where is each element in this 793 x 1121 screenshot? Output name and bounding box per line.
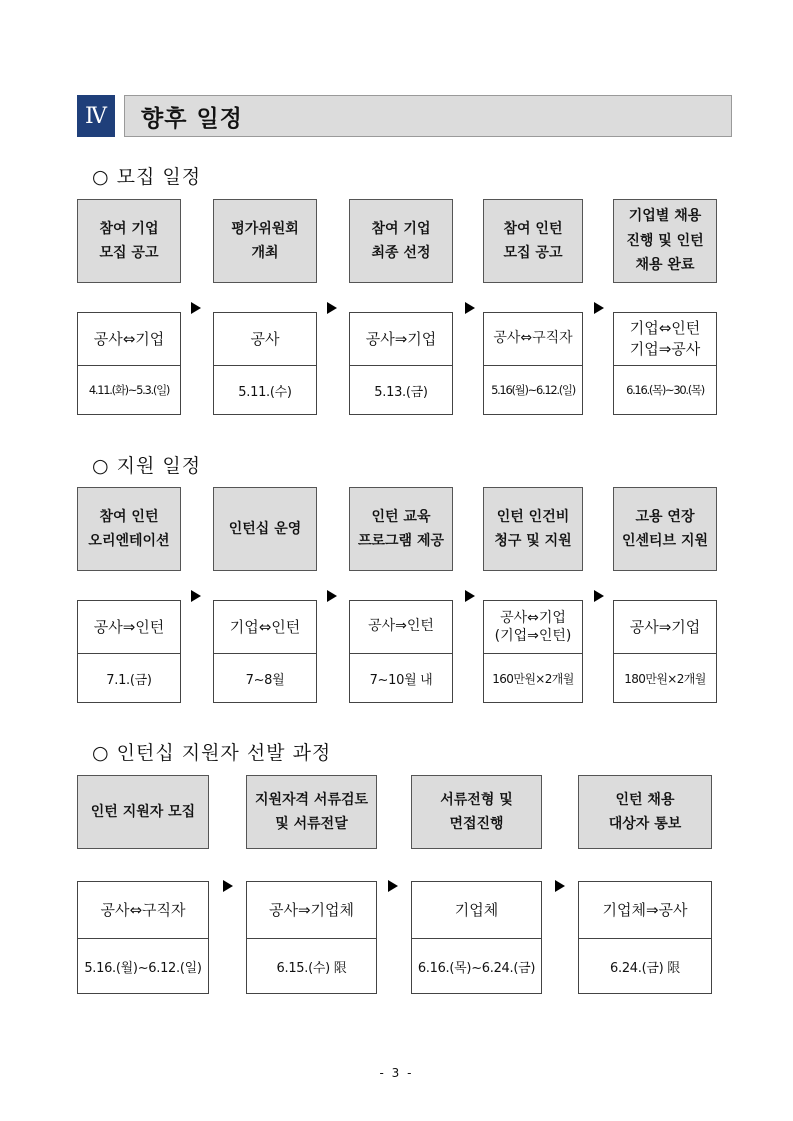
support-step-label: 고용 연장 인센티브 지원	[613, 487, 717, 571]
recruit-step-date: 5.16(월)~6.12.(일)	[491, 383, 575, 397]
selection-step-card	[246, 881, 377, 994]
arrow-right-icon	[555, 880, 565, 892]
support-step-party: 공사⇒인턴	[78, 601, 180, 654]
selection-step-label: 지원자격 서류검토 및 서류전달	[246, 775, 377, 849]
support-step-label: 인턴 교육 프로그램 제공	[349, 487, 453, 571]
selection-step-date: 6.15.(수) 限	[276, 961, 347, 976]
recruit-step-date: 5.11.(수)	[238, 384, 292, 400]
arrow-right-icon	[465, 590, 475, 602]
recruit-step-party: 공사	[214, 313, 316, 366]
recruit-step-date: 5.13.(금)	[374, 384, 428, 400]
arrow-right-icon	[191, 302, 201, 314]
selection-step-label: 서류전형 및 면접진행	[411, 775, 542, 849]
recruit-step-card	[483, 312, 583, 415]
support-step-date: 7~10월 내	[369, 672, 433, 688]
support-step-label: 인턴 인건비 청구 및 지원	[483, 487, 583, 571]
support-step-card	[213, 600, 317, 703]
recruit-step-date: 4.11.(화)~5.3.(일)	[88, 383, 170, 397]
selection-step-date: 6.16.(목)~6.24.(금)	[417, 961, 536, 976]
support-step-party: 공사⇒기업	[614, 601, 716, 654]
selection-step-party: 공사⇔구직자	[78, 882, 208, 939]
recruit-step-label: 참여 기업 최종 선정	[349, 199, 453, 283]
arrow-right-icon	[191, 590, 201, 602]
recruit-step-card	[349, 312, 453, 415]
selection-step-card	[411, 881, 542, 994]
support-heading: ○ 지원 일정	[92, 455, 202, 477]
arrow-right-icon	[594, 590, 604, 602]
recruit-step-label: 평가위원회 개최	[213, 199, 317, 283]
selection-step-party: 기업체⇒공사	[579, 882, 711, 939]
recruit-step-card	[213, 312, 317, 415]
recruit-step-party: 공사⇒기업	[350, 313, 452, 366]
support-step-party: 공사⇔기업 (기업⇒인턴)	[484, 601, 582, 654]
support-step-date: 7~8월	[245, 672, 285, 688]
selection-step-label: 인턴 지원자 모집	[77, 775, 209, 849]
page-title: 향후 일정	[124, 95, 732, 137]
selection-step-date: 5.16.(월)~6.12.(일)	[84, 961, 202, 976]
selection-step-party: 기업체	[412, 882, 541, 939]
selection-step-label: 인턴 채용 대상자 통보	[578, 775, 712, 849]
support-step-party: 기업⇔인턴	[214, 601, 316, 654]
support-step-label: 인턴십 운영	[213, 487, 317, 571]
arrow-right-icon	[594, 302, 604, 314]
recruit-step-party: 기업⇔인턴 기업⇒공사	[614, 313, 716, 366]
support-step-date: 180만원×2개월	[624, 671, 706, 686]
arrow-right-icon	[465, 302, 475, 314]
arrow-right-icon	[327, 302, 337, 314]
support-step-card	[349, 600, 453, 703]
recruit-step-date: 6.16.(목)~30.(목)	[626, 383, 704, 397]
recruit-heading: ○ 모집 일정	[92, 166, 202, 188]
arrow-right-icon	[388, 880, 398, 892]
selection-step-party: 공사⇒기업체	[247, 882, 376, 939]
selection-step-card	[578, 881, 712, 994]
support-step-label: 참여 인턴 오리엔테이션	[77, 487, 181, 571]
selection-step-card	[77, 881, 209, 994]
section-number: Ⅳ	[77, 95, 115, 137]
recruit-step-label: 참여 인턴 모집 공고	[483, 199, 583, 283]
support-step-card	[77, 600, 181, 703]
selection-heading: ○ 인턴십 지원자 선발 과정	[92, 742, 332, 764]
recruit-step-card	[77, 312, 181, 415]
support-step-date: 160만원×2개월	[492, 671, 574, 686]
arrow-right-icon	[223, 880, 233, 892]
support-step-date: 7.1.(금)	[106, 672, 152, 688]
arrow-right-icon	[327, 590, 337, 602]
selection-step-date: 6.24.(금) 限	[610, 961, 680, 976]
support-step-card	[483, 600, 583, 703]
recruit-step-card	[613, 312, 717, 415]
recruit-step-label: 기업별 채용 진행 및 인턴 채용 완료	[613, 199, 717, 283]
recruit-step-party: 공사⇔구직자	[484, 313, 582, 366]
support-step-party: 공사⇒인턴	[350, 601, 452, 654]
recruit-step-label: 참여 기업 모집 공고	[77, 199, 181, 283]
recruit-step-party: 공사⇔기업	[78, 313, 180, 366]
support-step-card	[613, 600, 717, 703]
page-number: - 3 -	[379, 1066, 414, 1080]
